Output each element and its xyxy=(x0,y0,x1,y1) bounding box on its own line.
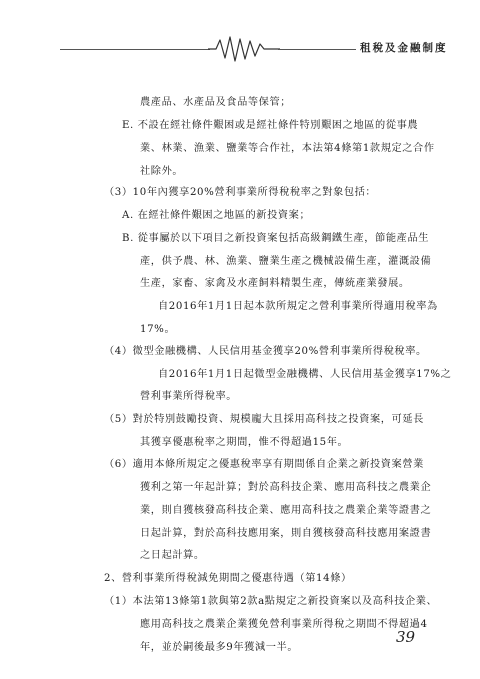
text-line: 2、營利事業所得稅減免期間之優惠待遇（第14條） xyxy=(104,573,352,584)
text-line: 業、林業、漁業、鹽業等合作社，本法第4條第1款規定之合作 xyxy=(140,143,435,154)
page-number: 39 xyxy=(396,628,416,646)
text-line: 17%。 xyxy=(140,324,176,335)
text-line: （4）微型金融機構、人民信用基金獲享20%營利事業所得稅稅率。 xyxy=(104,346,427,357)
text-line: E. 不設在經社條件艱困或是經社條件特別艱困之地區的從事農 xyxy=(122,120,419,131)
text-line: 農產品、水產品及食品等保管； xyxy=(140,97,292,108)
text-line: （1）本法第13條第1款與第2款a點規定之新投資案以及高科技企業、 xyxy=(104,596,438,607)
text-line: 年，並於嗣後最多9年獲減一半。 xyxy=(140,642,299,653)
text-line: （5）對於特別鼓勵投資、規模龐大且採用高科技之投資案，可延長 xyxy=(104,414,424,425)
header-rule-right xyxy=(278,49,356,50)
text-line: （3）10年內獲享20%營利事業所得稅稅率之對象包括： xyxy=(104,187,377,198)
header-title: 租稅及金融制度 xyxy=(360,42,448,54)
text-line: 日起計算，對於高科技應用案，則自獲核發高科技應用案證書 xyxy=(140,528,432,539)
text-line: 社除外。 xyxy=(140,166,184,177)
text-line: 自2016年1月1日起微型金融機構、人民信用基金獲享17%之 xyxy=(158,369,452,380)
running-header xyxy=(60,34,448,64)
text-line: 自2016年1月1日起本款所規定之營利事業所得適用稅率為 xyxy=(158,301,438,312)
text-line: 其獲享優惠稅率之期間，惟不得超過15年。 xyxy=(140,437,349,448)
text-line: 應用高科技之農業企業獲免營利事業所得稅之期間不得超過4 xyxy=(140,619,428,630)
text-line: 營利事業所得稅率。 xyxy=(140,391,238,402)
text-line: 業，則自獲核發高科技企業、應用高科技之農業企業等證書之 xyxy=(140,505,432,516)
text-line: 生產，家畜、家禽及水產飼料精製生產，傳統產業發展。 xyxy=(140,278,410,289)
text-line: （6）適用本條所規定之優惠稅率享有期間係自企業之新投資案營業 xyxy=(104,459,424,470)
text-line: B. 從事屬於以下項目之新投資案包括高級鋼鐵生產，節能產品生 xyxy=(122,233,430,244)
header-rule-left xyxy=(60,49,210,50)
text-line: 之日起計算。 xyxy=(140,550,205,561)
text-line: 產，供予農、林、漁業、鹽業生產之機械設備生產，灌溉設備 xyxy=(140,256,432,267)
text-line: A. 在經社條件艱困之地區的新投資案； xyxy=(122,210,311,221)
text-line: 獲利之第一年起計算；對於高科技企業、應用高科技之農業企 xyxy=(140,482,432,493)
heartbeat-pulse-icon xyxy=(208,34,280,64)
